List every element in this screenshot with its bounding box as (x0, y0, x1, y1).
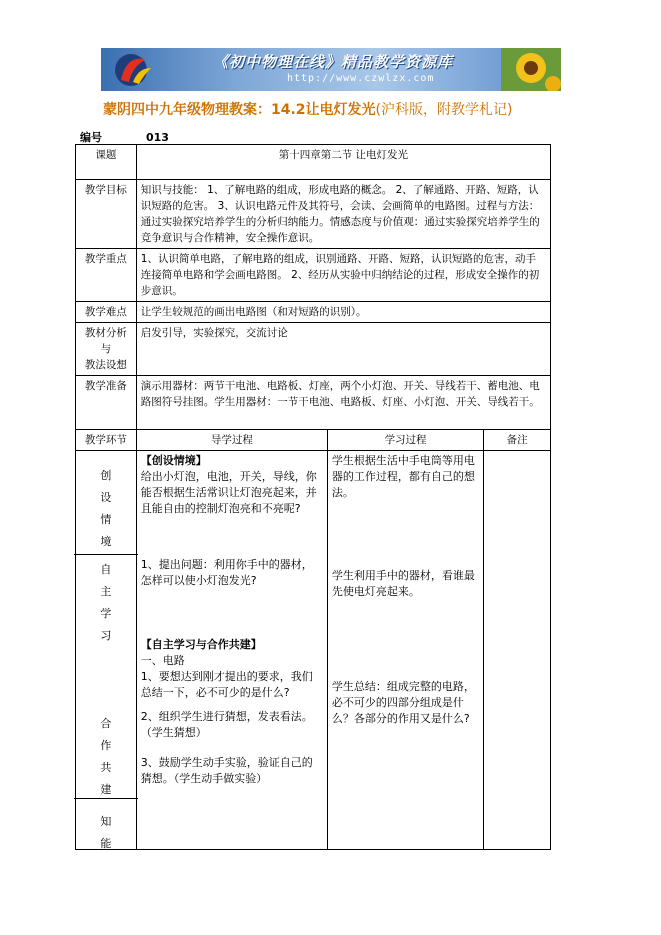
title-main: 蒙阴四中九年级物理教案：14.2让电灯发光 (103, 102, 376, 118)
row-difficulty (76, 302, 551, 323)
method-value: 启发引导，实验探究，交流讨论 (136, 323, 550, 376)
stage-char: 创 (100, 469, 112, 482)
stage-char: 合 (100, 717, 112, 730)
banner-url: http://www.czwlzx.com (287, 73, 435, 84)
difficulty-value: 让学生较规范的画出电路图（和对短路的识别）。 (136, 302, 550, 323)
stage-char: 主 (100, 585, 112, 598)
stage-column (76, 451, 137, 850)
stage-create-scene (76, 451, 136, 554)
topic-label: 课题 (76, 145, 137, 180)
notes-column (484, 451, 551, 850)
method-label-line: 教法设想 (84, 359, 127, 371)
prep-value: 演示用器材：两节干电池、电路板、灯座，两个小灯泡、开关、导线若干、蓄电池、电路图符号挂图。学生用器材：一节干电池、电路板、灯座、小灯泡、开关、导线若干。 (136, 376, 550, 430)
stage-char: 情 (100, 513, 112, 526)
row-key (76, 249, 551, 302)
lesson-plan-table (75, 144, 551, 850)
topic-value: 第十四章第二节 让电灯发光 (136, 145, 550, 180)
guide-text: 3、鼓励学生动手实验，验证自己的猜想。（学生动手做实验） (140, 756, 313, 785)
header-stage: 教学环节 (76, 430, 137, 451)
process-body-row (76, 451, 551, 850)
sunflower-icon (501, 48, 561, 91)
header-study: 学习过程 (327, 430, 483, 451)
key-label: 教学重点 (76, 249, 137, 302)
guide-text: 1、要想达到刚才提出的要求，我们总结一下，必不可少的是什么? (140, 670, 313, 699)
study-column (327, 451, 483, 850)
stage-char: 学 (100, 607, 112, 620)
study-text: 学生根据生活中手电筒等用电器的工作过程，都有自己的想法。 (331, 454, 475, 499)
serial-number (80, 129, 204, 145)
row-goals (76, 180, 551, 249)
serial-value: 013 (102, 131, 204, 145)
row-method (76, 323, 551, 376)
row-prep (76, 376, 551, 430)
header-guide: 导学过程 (136, 430, 327, 451)
guide-text: 一、电路 (140, 654, 185, 667)
page-title (103, 99, 512, 119)
stage-self-study (76, 555, 136, 665)
site-logo-icon (107, 50, 159, 89)
key-value: 1、认识简单电路，了解电路的组成，识别通路、开路、短路，认识短路的危害，动手连接简单电路和学会画电路图。 2、经历从实验中归纳结论的过程，形成安全操作的初步意识。 (136, 249, 550, 302)
stage-char: 设 (100, 491, 112, 504)
prep-label: 教学准备 (76, 376, 137, 430)
method-label-line: 教材分析 (84, 327, 127, 339)
method-label (76, 323, 137, 376)
guide-column (136, 451, 327, 850)
method-label-line: 与 (100, 343, 112, 355)
title-sub: (沪科版，附教学札记) (375, 102, 513, 118)
stage-char: 作 (100, 739, 112, 752)
stage-char: 境 (100, 535, 112, 548)
study-text: 学生总结：组成完整的电路，必不可少的四部分组成是什么？各部分的作用又是什么? (331, 680, 475, 725)
guide-text: 给出小灯泡，电池，开关，导线，你能否根据生活常识让灯泡亮起来，并且能自由的控制灯泡亮和不亮呢? (140, 470, 317, 515)
header-notes: 备注 (484, 430, 551, 451)
serial-label: 编号 (80, 131, 102, 144)
guide-text: 1、提出问题：利用你手中的器材，怎样可以使小灯泡发光? (140, 558, 313, 587)
guide-heading-cooperate: 【自主学习与合作共建】 (140, 638, 262, 651)
stage-knowledge (76, 799, 136, 850)
stage-char: 自 (100, 563, 112, 576)
header-banner (101, 48, 561, 91)
guide-text: 2、组织学生进行猜想，发表看法。（学生猜想） (140, 710, 313, 739)
row-topic (76, 145, 551, 180)
stage-char: 知 (100, 815, 112, 828)
goals-value: 知识与技能： 1、了解电路的组成，形成电路的概念。 2、了解通路、开路、短路，认识短路的危害。 3、认识电路元件及其符号，会读、会画简单的电路图。过程与方法：通过实验探究培养学生的分析归纳能力。情感态度与价值观：通过实验探究培养学生的竞争意识与合作精神，安全操作意识。 (136, 180, 550, 249)
stage-cooperate (76, 665, 136, 798)
study-text: 学生利用手中的器材，看谁最先使电灯亮起来。 (331, 569, 475, 598)
banner-slogan: 《初中物理在线》精品教学资源库 (213, 53, 454, 71)
stage-char: 共 (100, 761, 112, 774)
difficulty-label: 教学难点 (76, 302, 137, 323)
stage-char: 建 (100, 783, 112, 796)
stage-char: 能 (100, 837, 112, 850)
guide-heading-scene: 【创设情境】 (140, 454, 207, 467)
stage-char: 习 (100, 629, 112, 642)
process-header-row (76, 430, 551, 451)
goals-label: 教学目标 (76, 180, 137, 249)
